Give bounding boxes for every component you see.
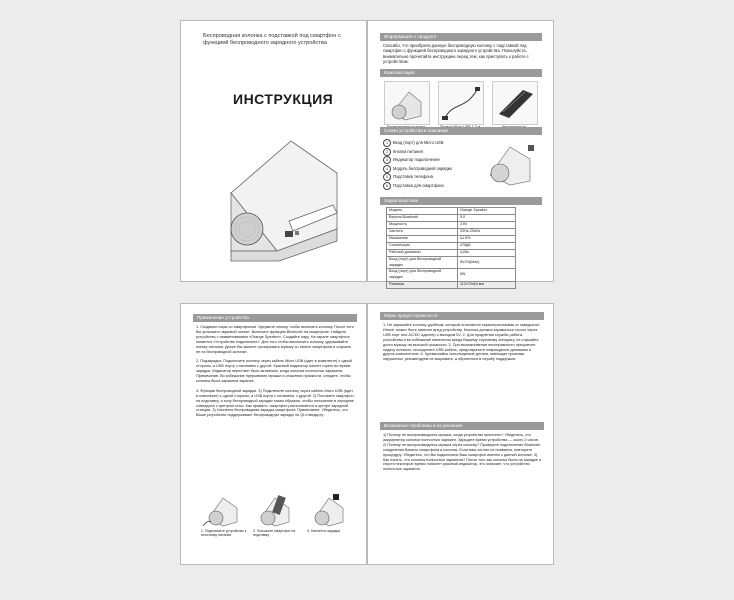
cover-title: ИНСТРУКЦИЯ xyxy=(233,91,334,107)
table-row: Частота 20Hz-20kHz xyxy=(387,229,516,236)
intro-section xyxy=(380,33,542,67)
cover-subtitle: Беспроводная колонка с подставкой под смартфон с функцией беспроводного зарядного устройства xyxy=(203,33,341,46)
table-row: Мощность 3 Вт xyxy=(387,222,516,229)
parts-heading: Схема устройства и описание xyxy=(380,127,542,135)
usage-heading: Применение устройства xyxy=(193,314,357,322)
spec-heading: Характеристики xyxy=(380,197,542,205)
speaker-product-image xyxy=(209,133,349,265)
troubleshooting-heading: Возможные проблемы и их решения xyxy=(380,422,544,430)
precautions-page xyxy=(367,303,554,565)
parts-item: 3 Индикатор подключения xyxy=(383,156,542,165)
spec-table xyxy=(386,207,516,289)
usage-step-1-image xyxy=(201,490,245,528)
table-row: Размеры 112x70x64 мм xyxy=(387,281,516,288)
precautions-text: 1. Не заряжайте колонку удобным, который отличается характеристиками от заводского. Иначе, может быть нанесен вред устройству. Колонка должна заряжаться строго через USB порт или AC/DC адаптер с выходом 5V. 2. Для продления службы работы устройства и во избежание нанесения вреда Вашему слуховому аппарату, не слушайте долго музыку на высокой громкости. 3. При возникновении неисправности прекратите подачу питания, отсоедините USB кабель, предотвратите повреждение динамика и других компонентов. 4. Чрезвычайно используемые детали, имеющие признаки нарушения, рекомендуем не вскрывать, а обратиться в службу поддержки. xyxy=(383,323,541,362)
usage-caption-3: 3. Начнется зарядка xyxy=(307,529,341,533)
parts-diagram-image xyxy=(480,137,540,189)
table-row: Рабочий диапазон ≤10м xyxy=(387,250,516,257)
table-row: Искажение ≤1.0% xyxy=(387,236,516,243)
usage-step-3-image xyxy=(307,490,351,528)
parts-item: 6 Подставка для смартфона xyxy=(383,182,542,191)
parts-item: 4 Модуль беспроводной зарядки xyxy=(383,165,542,174)
usage-step-2-image xyxy=(253,490,297,528)
kit-manual-image xyxy=(492,81,538,125)
table-row: Модель Orange Speaker xyxy=(387,208,516,215)
intro-text: Спасибо, что приобрели данную беспроводную колонку с подставкой под смартфон с функцией беспроводного зарядного устройства. Пожалуйста, внимательно прочитайте инструкцию перед тем, как приступить к работе с устройством. xyxy=(383,43,529,65)
usage-text: 1. Создание пары со смартфоном. Удержите кнопку, чтобы включить колонку. После чего Вы услышите звуковой сигнал. Включите функцию Bluetooth на смартфоне. Найдите устройство с наименованием «Orange Speaker». Создайте пару. На экране смартфона появится «Устройство подключено». Для того чтобы выключить колонку, удерживайте кнопку питания. Далее Вы можете проигрывать музыку со своего смартфона и слушать ее на беспроводной колонке. 2. Подзарядка. Подключите колонку через кабель Micro USB (идет в комплекте) с одной стороны, а USB порту с питанием с другой. Красный индикатор начнет гореть во время зарядки. Индикатор перестает быть активным, когда колонка полностью заряжена. Примечание: Во избежание прерывания музыки и снижения громкости, следите, чтобы колонка была заряжена заранее. 3. Функция беспроводной зарядки. 3) Подключите колонку через кабель Micro USB (идет в комплекте) с одной стороны, а USB порту с питанием, с другой. 2) Положите смартфон на подставку, и зону беспроводной зарядки таким образом, чтобы положение в середине совпадало с центром зоны. Как правило, смартфон располагается в центре зарядной станции. 3) Начнется беспроводная зарядка смартфона. Примечание: Убедитесь, что Ваше устройство поддерживает беспроводную зарядку по Qi-стандарту. xyxy=(196,325,354,418)
parts-item: 5 Подставка телефона xyxy=(383,173,542,182)
precautions-section xyxy=(380,312,544,362)
parts-item: 2 Кнопка питания xyxy=(383,148,542,157)
precautions-heading: Меры предосторожности xyxy=(380,312,544,320)
usage-caption-2: 2. Положите смартфон на подставку xyxy=(253,529,296,538)
table-row: Вход (порт) для беспроводной зарядки 5V/2A(Max) xyxy=(387,257,516,269)
usage-caption-1: 1. Подключите устройство к источнику питания xyxy=(201,529,247,538)
table-row: Сигнал/шум ≥75дБ xyxy=(387,243,516,250)
usage-section xyxy=(193,314,357,418)
parts-item: 1 Вход (порт) для Micro USB xyxy=(383,139,542,148)
cover-page xyxy=(180,20,367,282)
kit-speaker-image xyxy=(384,81,430,125)
troubleshooting-section xyxy=(380,422,544,472)
usage-page xyxy=(180,303,367,565)
parts-section xyxy=(380,127,542,191)
table-row: Вход (порт) для беспроводной зарядки 5W xyxy=(387,269,516,281)
spec-section xyxy=(380,197,542,289)
kit-cable-image xyxy=(438,81,484,125)
troubleshooting-text: 1) Почему не воспроизводится музыка, когда устройство включено? Убедитесь, что аккумулятор колонки полностью заряжен. Зарядите время устройства — около 2 часов. 2) Почему не воспроизводится музыка через колонку? Проверьте подключение Bluetooth соединения Вашего смартфона и колонки. Если ваш сигнал не появился, повторите процедуру. Убедитесь, что Вы подключили Ваш смартфон именно к данной колонке. 3) Как понять, что колонка полностью заряжена? После того как колонка была на зарядке и спустя некоторое время погаснет красный индикатор, это означает, что устройство полностью заряжено. xyxy=(383,433,541,472)
intro-heading: Информация о продукте xyxy=(380,33,542,41)
info-page xyxy=(367,20,554,286)
table-row: Версия Bluetooth 5.0 xyxy=(387,215,516,222)
kit-heading: Комплектация xyxy=(380,69,542,77)
